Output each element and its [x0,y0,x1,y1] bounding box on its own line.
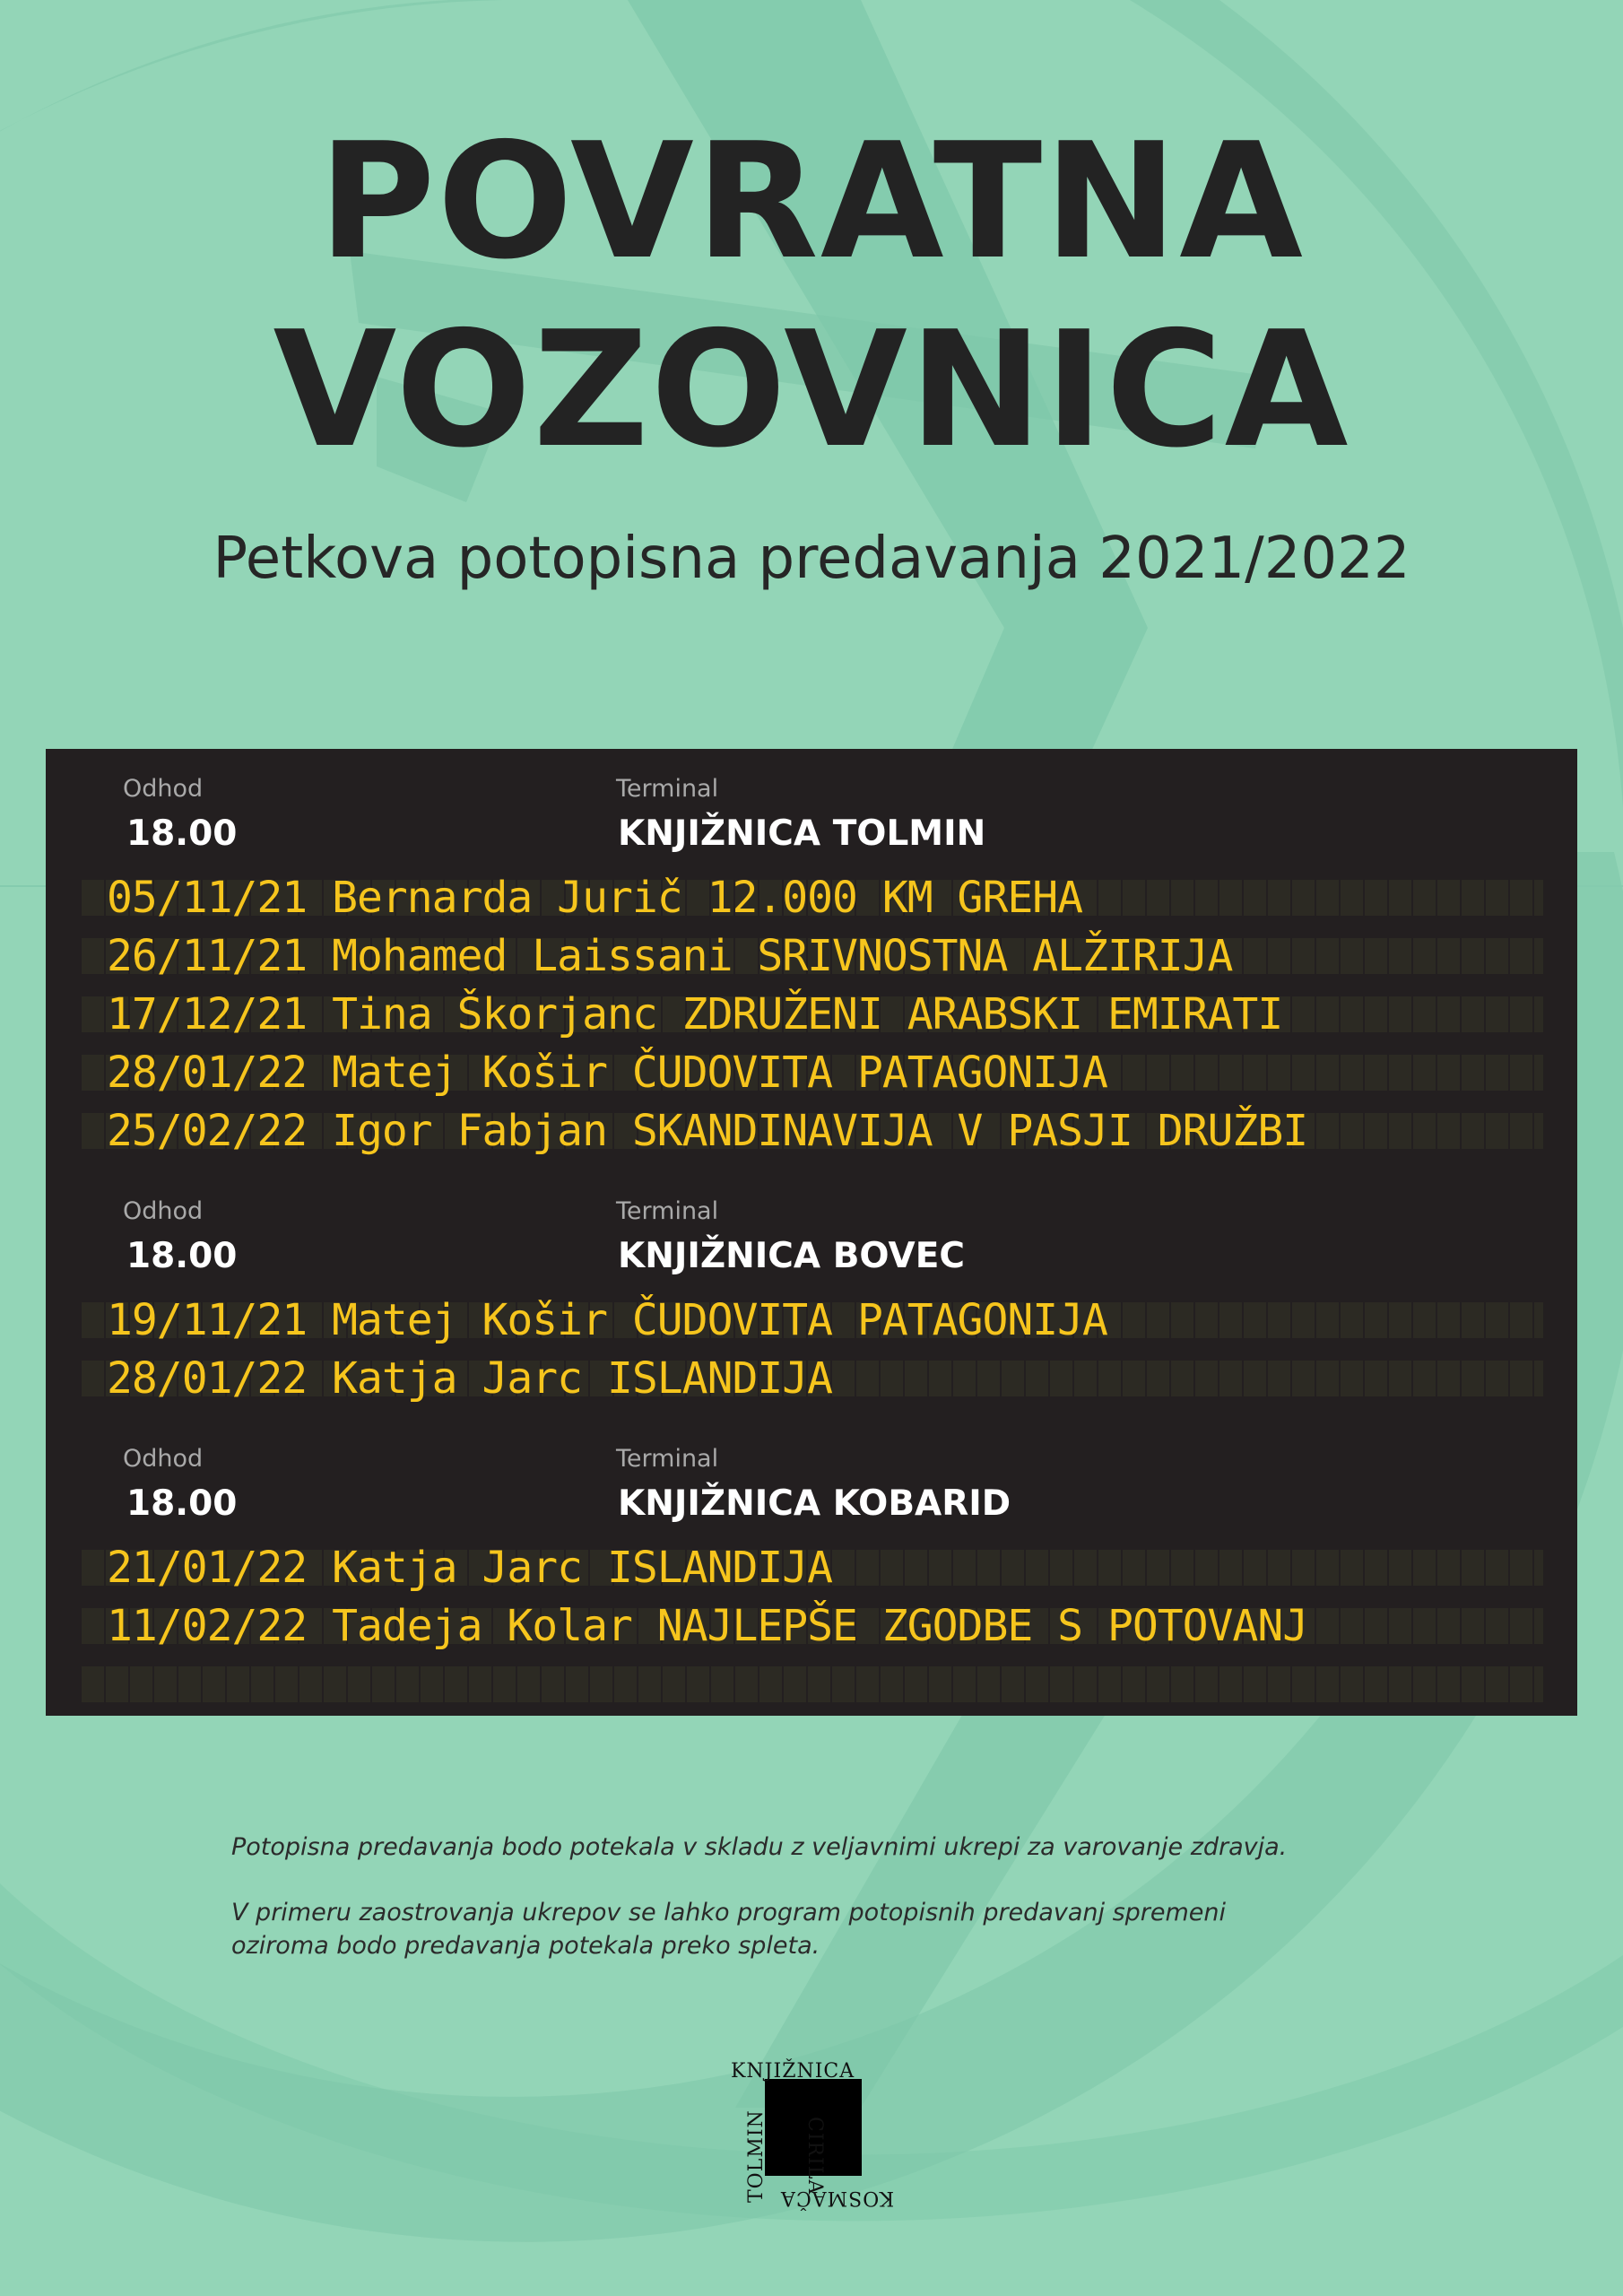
schedule-row: 26/11/21 Mohamed Laissani SRIVNOSTNA ALŽIRIJA [107,931,1233,981]
title-line-1: POVRATNA [318,109,1305,294]
departure-time: 18.00 [126,1483,238,1524]
schedule-row: 19/11/21 Matej Košir ČUDOVITA PATAGONIJA [107,1295,1107,1345]
schedule-row: 05/11/21 Bernarda Jurič 12.000 KM GREHA [107,873,1083,923]
departure-time: 18.00 [126,813,238,854]
terminal-label: Terminal [616,775,719,803]
logo-text-top: KNJIŽNICA [731,2060,855,2083]
departure-label: Odhod [123,775,204,803]
schedule-row: 25/02/22 Igor Fabjan SKANDINAVIJA V PASJI DRUŽBI [107,1106,1308,1156]
schedule-row: 17/12/21 Tina Škorjanc ZDRUŽENI ARABSKI EMIRATI [107,989,1283,1039]
schedule-row: 28/01/22 Matej Košir ČUDOVITA PATAGONIJA [107,1048,1107,1098]
departure-time: 18.00 [126,1236,238,1276]
subtitle: Petkova potopisna predavanja 2021/2022 [213,526,1410,592]
terminal-label: Terminal [616,1197,719,1225]
schedule-row: 11/02/22 Tadeja Kolar NAJLEPŠE ZGODBE S POTOVANJ [107,1601,1308,1651]
terminal-label: Terminal [616,1445,719,1473]
departure-label: Odhod [123,1197,204,1225]
led-row-bg [82,1666,1543,1702]
terminal-name: KNJIŽNICA KOBARID [618,1483,1011,1524]
departure-label: Odhod [123,1445,204,1473]
note-changes-line1: V primeru zaostrovanja ukrepov se lahko program potopisnih predavanj spremeni [231,1899,1227,1926]
title-line-2: VOZOVNICA [273,297,1350,483]
logo-text-right: CIRILA [803,2117,826,2196]
logo-text-bottom: KOSMAČA [780,2187,895,2209]
note-health: Potopisna predavanja bodo potekala v skladu z veljavnimi ukrepi za varovanje zdravja. [231,1833,1288,1861]
terminal-name: KNJIŽNICA TOLMIN [618,813,986,854]
departure-board [46,749,1577,1716]
logo-text-left: TOLMIN [745,2109,768,2203]
terminal-name: KNJIŽNICA BOVEC [618,1236,965,1276]
schedule-row: 28/01/22 Katja Jarc ISLANDIJA [107,1353,833,1404]
note-changes-line2: oziroma bodo predavanja potekala preko spleta. [231,1932,820,1960]
schedule-row: 21/01/22 Katja Jarc ISLANDIJA [107,1543,833,1593]
